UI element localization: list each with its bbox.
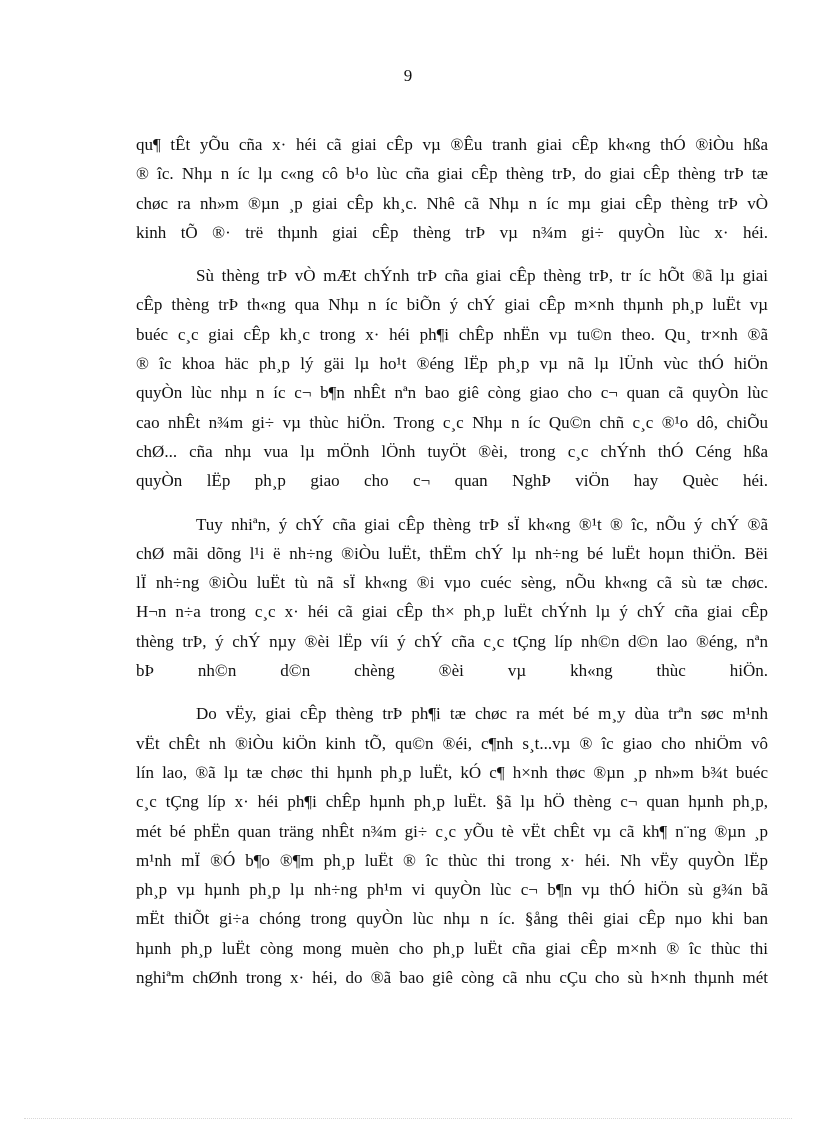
- text-line: lín lao, ®ã lµ tæ chøc thi hµnh ph¸p luËt, kÓ c¶ h×nh thøc ®µn ¸p nh»m b¾t buéc: [136, 762, 768, 782]
- text-line: kinh tÕ ®· trë thµnh giai cÊp thèng trÞ vµ n¾m gi÷ quyÒn lùc x· héi.: [136, 222, 768, 242]
- text-line: cÊp thèng trÞ th«ng qua Nhµ n íc biÕn ý chÝ giai cÊp m×nh thµnh ph¸p luËt vµ: [136, 295, 768, 315]
- text-line: Do vËy, giai cÊp thèng trÞ ph¶i tæ chøc ra mét bé m¸y dùa trªn søc m¹nh: [196, 704, 768, 724]
- text-line: ® îc. Nhµ n íc lµ c«ng cô b¹o lùc cña giai cÊp thèng trÞ, do giai cÊp thèng trÞ tæ: [136, 164, 768, 184]
- text-line: buéc c¸c giai cÊp kh¸c trong x· héi ph¶i chÊp nhËn vµ tu©n theo. Qu¸ tr×nh ®ã: [136, 324, 768, 344]
- text-line: hµnh ph¸p luËt còng mong muèn cho ph¸p luËt cña giai cÊp m×nh ® îc thùc thi: [136, 938, 768, 958]
- paragraph: [136, 699, 768, 992]
- text-line: chØ mãi dõng l¹i ë nh÷ng ®iÒu luËt, thËm chÝ lµ nh÷ng bé luËt hoµn thiÖn. Bëi: [136, 543, 768, 563]
- text-line: m¹nh mÏ ®Ó b¶o ®¶m ph¸p luËt ® îc thùc thi trong x· héi. Nh vËy quyÒn lËp: [136, 850, 768, 870]
- text-line: qu¶ tÊt yÕu cña x· héi cã giai cÊp vµ ®Êu tranh giai cÊp kh«ng thÓ ®iÒu hßa: [136, 135, 768, 154]
- paragraph: [136, 130, 768, 247]
- page-bottom-divider: [24, 1118, 792, 1119]
- text-line: chøc ra nh»m ®µn ¸p giai cÊp kh¸c. Nhê cã Nhµ n íc mµ giai cÊp thèng trÞ vÒ: [136, 193, 768, 213]
- text-line: cao nhÊt n¾m gi÷ vµ thùc hiÖn. Trong c¸c Nhµ n íc Qu©n chñ c¸c ®¹o dô, chiÕu: [136, 412, 768, 432]
- text-line: c¸c tÇng líp x· héi ph¶i chÊp hµnh ph¸p luËt. §ã lµ hÖ thèng c¬ quan hµnh ph¸p,: [136, 792, 768, 812]
- text-line: nghiªm chØnh trong x· héi, do ®ã bao giê còng cã nhu cÇu cho sù h×nh thµnh mét: [136, 968, 768, 988]
- text-line: quyÒn lùc nhµ n íc c¬ b¶n nhÊt nªn bao giê còng giao cho c¬ quan cã quyÒn lùc: [136, 383, 768, 403]
- text-line: chØ... cña nhµ vua lµ mÖnh lÖnh tuyÖt ®èi, trong c¸c chÝnh thÓ Céng hßa: [136, 441, 768, 461]
- text-line: H¬n n÷a trong c¸c x· héi cã giai cÊp th× ph¸p luËt chÝnh lµ ý chÝ cña giai cÊp: [136, 602, 768, 622]
- paragraph: [136, 510, 768, 686]
- text-line: ph¸p vµ hµnh ph¸p lµ nh÷ng ph¹m vi quyÒn lùc c¬ b¶n vµ thÓ hiÖn sù g¾n bã: [136, 880, 768, 900]
- page-number: 9: [403, 66, 413, 85]
- text-line: Tuy nhiªn, ý chÝ cña giai cÊp thèng trÞ sÏ kh«ng ®¹t ® îc, nÕu ý chÝ ®ã: [196, 514, 768, 534]
- text-line: Sù thèng trÞ vÒ mÆt chÝnh trÞ cña giai cÊp thèng trÞ, tr íc hÕt ®ã lµ giai: [196, 266, 768, 286]
- text-line: bÞ nh©n d©n chèng ®èi vµ kh«ng thùc hiÖn.: [136, 661, 768, 681]
- text-line: mét bé phËn quan träng nhÊt n¾m gi÷ c¸c yÕu tè vËt chÊt vµ cã kh¶ n¨ng ®µn ¸p: [136, 821, 768, 841]
- text-line: thèng trÞ, ý chÝ nµy ®èi lËp víi ý chÝ cña c¸c tÇng líp nh©n d©n lao ®éng, nªn: [136, 631, 768, 651]
- text-line: ® îc khoa häc ph¸p lý gäi lµ ho¹t ®éng lËp ph¸p vµ nã lµ lÜnh vùc thÓ hiÖn: [136, 354, 768, 374]
- body-text: [136, 130, 768, 1006]
- paragraph: [136, 261, 768, 495]
- text-line: quyÒn lËp ph¸p giao cho c¬ quan NghÞ viÖn hay Quèc héi.: [136, 471, 768, 491]
- text-line: vËt chÊt nh ®iÒu kiÖn kinh tÕ, qu©n ®éi, c¶nh s¸t...vµ ® îc giao cho nhiÖm vô: [136, 733, 768, 753]
- text-line: mËt thiÕt gi÷a chóng trong quyÒn lùc nhµ n íc. §ång thêi giai cÊp nµo khi ban: [136, 909, 768, 929]
- text-line: lÏ nh÷ng ®iÒu luËt tù nã sÏ kh«ng ®i vµo cuéc sèng, nÕu kh«ng cã sù tæ chøc.: [136, 573, 768, 593]
